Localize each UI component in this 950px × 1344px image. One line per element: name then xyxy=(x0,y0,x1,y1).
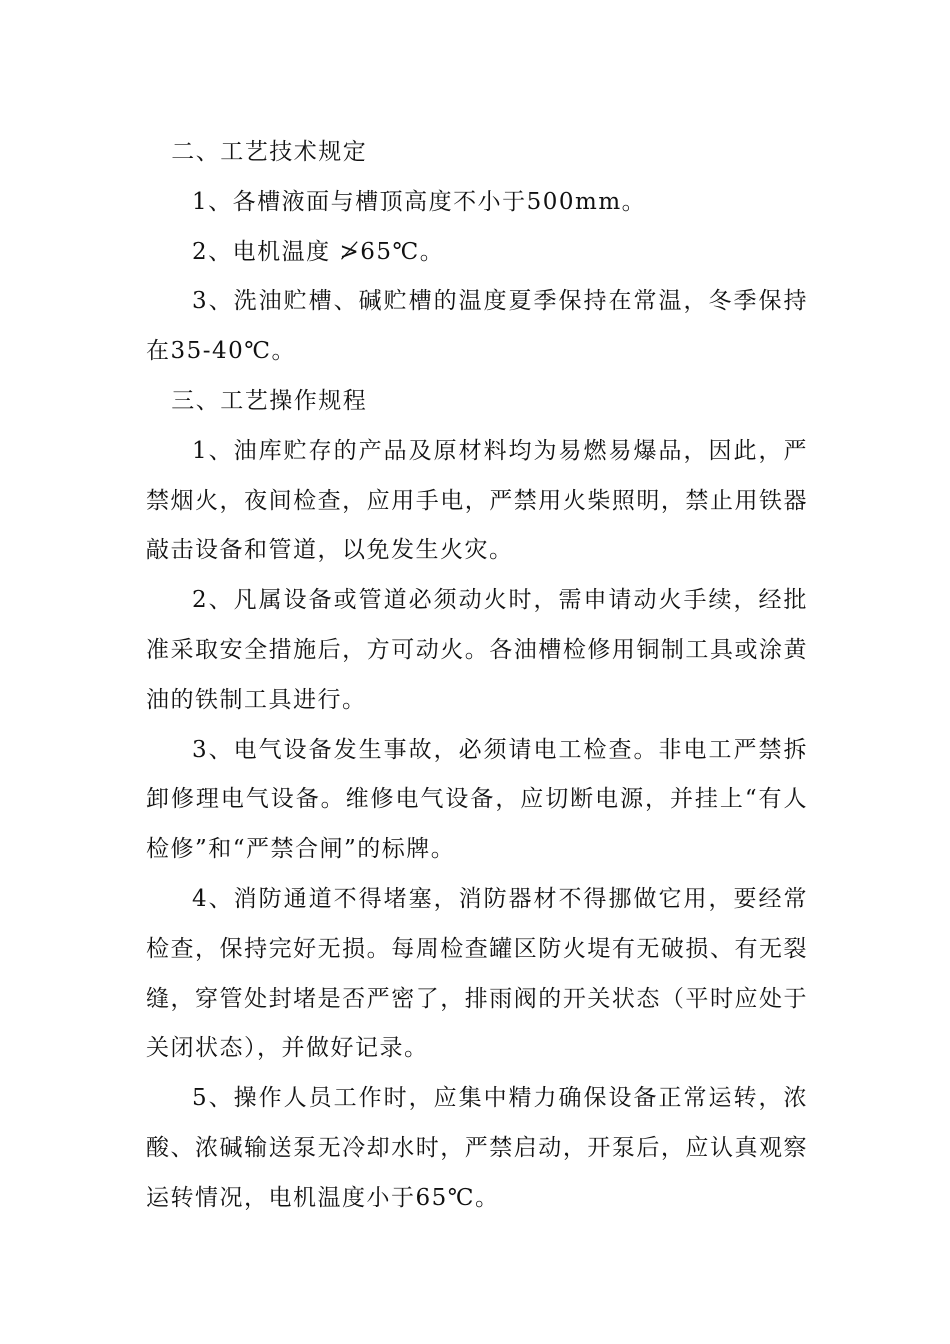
section-heading-operating-procedures: 三、工艺操作规程 xyxy=(171,387,368,414)
paragraph-spec-1: 1、各槽液面与槽顶高度不小于500mm。 xyxy=(192,188,647,215)
section-heading-process-specs: 二、工艺技术规定 xyxy=(171,139,368,165)
paragraph-procedure-5: 5、操作人员工作时，应集中精力确保设备正常运转，浓酸、浓碱输送泵无冷却水时，严禁启动，开泵后，应认真观察运转情况，电机温度小于65℃。 xyxy=(146,1085,808,1211)
paragraph-spec-2: 2、电机温度 ≯65℃。 xyxy=(192,238,445,265)
paragraph-procedure-4: 4、消防通道不得堵塞，消防器材不得挪做它用，要经常检查，保持完好无损。每周检查罐区防火堤有无破损、有无裂缝，穿管处封堵是否严密了，排雨阀的开关状态（平时应处于关闭状态），并做好记录。 xyxy=(146,885,808,1062)
paragraph-procedure-2: 2、凡属设备或管道必须动火时，需申请动火手续，经批准采取安全措施后，方可动火。各油槽检修用铜制工具或涂黄油的铁制工具进行。 xyxy=(146,587,808,713)
paragraph-procedure-3: 3、电气设备发生事故，必须请电工检查。非电工严禁拆卸修理电气设备。维修电气设备，应切断电源，并挂上“有人检修”和“严禁合闸”的标牌。 xyxy=(146,736,808,863)
document-body xyxy=(146,128,808,1224)
paragraph-procedure-1: 1、油库贮存的产品及原材料均为易燃易爆品，因此，严禁烟火，夜间检查，应用手电，严禁用火柴照明，禁止用铁器敲击设备和管道，以免发生火灾。 xyxy=(146,437,808,564)
paragraph-spec-3: 3、洗油贮槽、碱贮槽的温度夏季保持在常温，冬季保持在35-40℃。 xyxy=(146,288,808,365)
